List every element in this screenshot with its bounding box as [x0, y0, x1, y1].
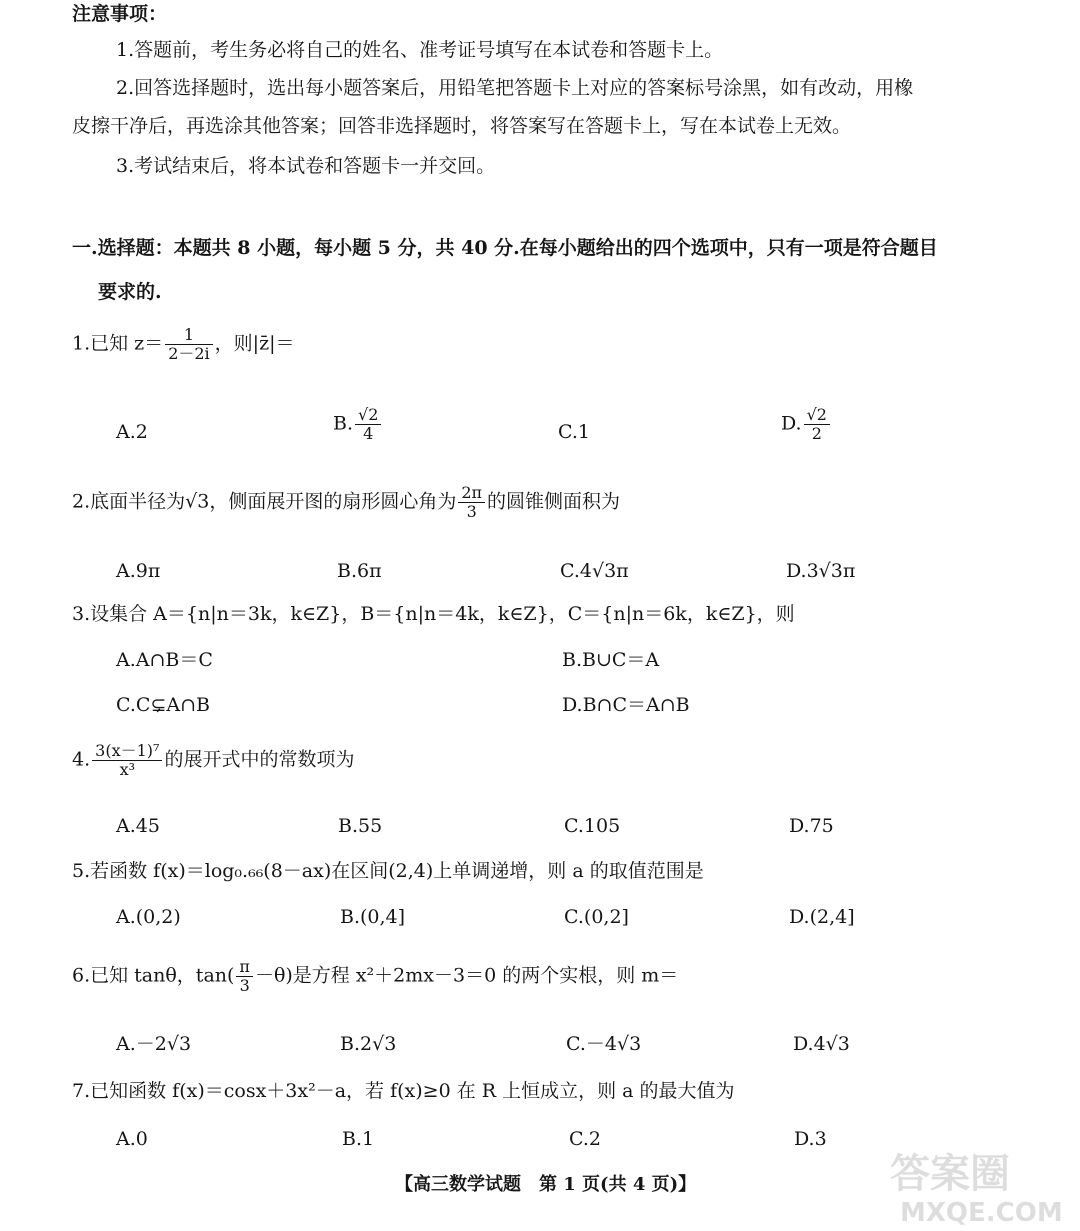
q4-option-d: D.75	[789, 815, 834, 837]
watermark-logo	[884, 1143, 1074, 1227]
question-3-stem: 3.设集合 A＝{n|n＝3k，k∈Z}，B＝{n|n＝4k，k∈Z}，C＝{n|n＝6k，k∈Z}，则	[72, 603, 795, 625]
q2-fraction: $\frac{2\pi}{3}$	[458, 484, 485, 521]
q4-fraction: $\frac{\text{3(x－1)⁷}}{\text{x³}}$	[92, 742, 162, 779]
q5-option-a: A.(0,2)	[116, 906, 181, 928]
question-4-stem: 4. $\frac{\text{3(x－1)⁷}}{\text{x³}}$ 的展开式中的常数项为	[72, 741, 355, 779]
q2-option-c: C.4√3π	[560, 560, 629, 582]
q1-option-b: B. $\frac{√2}{4}$	[333, 406, 383, 443]
watermark-top-text: 答案圈	[890, 1151, 1010, 1197]
notice-title: 注意事项：	[72, 3, 168, 25]
page-footer: 【高三数学试题 第 1 页(共 4 页)】	[395, 1174, 697, 1195]
q6-option-d: D.4√3	[793, 1033, 850, 1055]
q1-option-c: C.1	[558, 421, 590, 443]
q3-option-a: A.A∩B＝C	[116, 649, 213, 671]
q3-option-b: B.B∪C＝A	[562, 649, 660, 671]
watermark-bottom-text: MXQE.COM	[900, 1198, 1063, 1227]
q7-option-d: D.3	[794, 1128, 827, 1150]
question-7-stem: 7.已知函数 f(x)＝cosx＋3x²－a，若 f(x)≥0 在 R 上恒成立，则 a 的最大值为	[72, 1080, 735, 1102]
q3-option-c: C.C⊊A∩B	[116, 694, 210, 716]
q5-option-d: D.(2,4]	[789, 906, 855, 928]
q3-option-d: D.B∩C＝A∩B	[562, 694, 690, 716]
q7-option-c: C.2	[569, 1128, 601, 1150]
q7-option-b: B.1	[342, 1128, 375, 1150]
q1-fraction: $\frac{1}{2-2i}$	[165, 326, 212, 363]
question-1-stem: 1.已知 z＝ $\frac{1}{2-2i}$ ，则|z̄|＝	[72, 325, 295, 363]
q1-option-d: D. $\frac{√2}{2}$	[781, 406, 832, 443]
section-heading-cont: 要求的.	[98, 281, 162, 303]
q1-option-a: A.2	[116, 421, 148, 443]
q7-option-a: A.0	[116, 1128, 148, 1150]
q6-fraction: $\frac{\pi}{3}$	[236, 958, 253, 995]
q4-option-c: C.105	[564, 815, 621, 837]
notice-item-2-cont: 皮擦干净后，再选涂其他答案；回答非选择题时，将答案写在答题卡上，写在本试卷上无效。	[72, 115, 852, 137]
question-2-stem: 2.底面半径为√3，侧面展开图的扇形圆心角为 $\frac{2\pi}{3}$ 的圆锥侧面积为	[72, 483, 621, 521]
q2-option-d: D.3√3π	[786, 560, 856, 582]
notice-item-1: 1.答题前，考生务必将自己的姓名、准考证号填写在本试卷和答题卡上。	[116, 39, 724, 61]
q6-option-b: B.2√3	[340, 1033, 397, 1055]
notice-item-2: 2.回答选择题时，选出每小题答案后，用铅笔把答题卡上对应的答案标号涂黑，如有改动，用橡	[116, 77, 914, 99]
q2-option-b: B.6π	[337, 560, 382, 582]
q4-option-b: B.55	[338, 815, 383, 837]
q4-option-a: A.45	[116, 815, 160, 837]
notice-item-3: 3.考试结束后，将本试卷和答题卡一并交回。	[116, 155, 496, 177]
q6-option-a: A.－2√3	[116, 1033, 192, 1055]
section-heading: 一.选择题：本题共 8 小题，每小题 5 分，共 40 分.在每小题给出的四个选项中，只有一项是符合题目	[72, 237, 938, 259]
q2-option-a: A.9π	[116, 560, 161, 582]
question-5-stem: 5.若函数 f(x)＝log₀.₆₆(8－ax)在区间(2,4)上单调递增，则 a 的取值范围是	[72, 860, 704, 882]
q6-option-c: C.－4√3	[566, 1033, 642, 1055]
q5-option-c: C.(0,2]	[564, 906, 629, 928]
question-6-stem: 6.已知 tanθ，tan( $\frac{\pi}{3}$ －θ)是方程 x²＋2mx－3＝0 的两个实根，则 m＝	[72, 957, 679, 995]
q5-option-b: B.(0,4]	[340, 906, 406, 928]
